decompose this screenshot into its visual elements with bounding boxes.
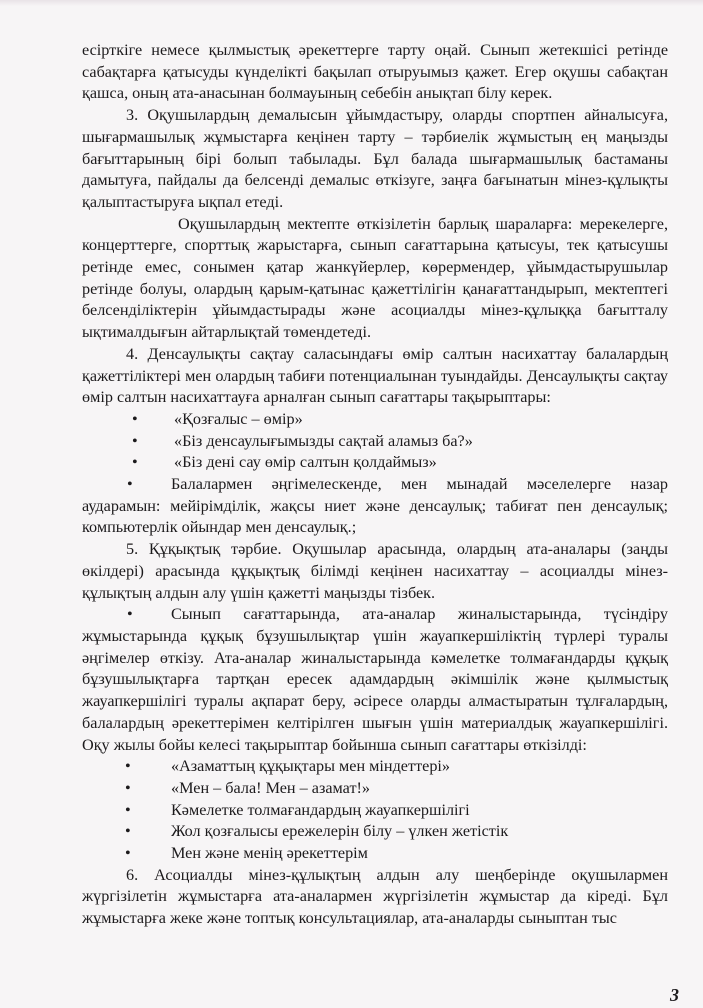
law-topic: Жол қозғалысы ережелерін білу – үлкен жетістік (171, 822, 509, 841)
paragraph-parents-work: 6. Асоциалды мінез-құлықтың алдын алу шеңберінде оқушылармен жүргізілетін жұмыстарға ата-аналармен жүргізілетін жұмыстар да кіреді. Бұл жұмыстарға жеке және топтық консультациялар, ата-аналарды сыныптан тыс (82, 865, 668, 928)
bullet-marker: • (127, 475, 133, 494)
list-item (82, 800, 668, 822)
bullet-marker: • (125, 822, 131, 841)
bullet-marker: • (132, 409, 138, 428)
bullet-marker: • (125, 844, 131, 863)
bullet-marker: • (125, 800, 131, 819)
list-item (82, 821, 668, 843)
law-topic: Кәмелетке толмағандардың жауапкершілігі (171, 800, 470, 819)
page-content (82, 40, 668, 930)
health-topic: «Қозғалыс – өмір» (174, 409, 303, 428)
bullet-marker: • (125, 757, 131, 776)
paragraph-text: Балалармен әңгімелескенде, мен мынадай мәселелерге назар аударамын: мейірімділік, жақсы ниет және денсаулық; табиғат пен денсаулық; компьютерлік ойындар мен денсаулық.; (82, 475, 668, 537)
list-item (82, 843, 668, 865)
health-topic: «Біз денсаулығымызды сақтай аламыз ба?» (174, 431, 473, 450)
paragraph-legal-education: 5. Құқықтық тәрбие. Оқушылар арасында, олардың ата-аналары (заңды өкілдері) арасында құқықтық білімді кеңінен насихаттау – асоциалды мінез-құлықтың алдын алу үшін қажетті маңызды тізбек. (82, 540, 668, 602)
list-item (82, 452, 668, 474)
list-item (82, 431, 668, 453)
page-top-edge (0, 0, 703, 6)
paragraph-text: Сынып сағаттарында, ата-аналар жиналыстарында, түсіндіру жұмыстарында құқық бұзушылықтар үшін жауапкершіліктің түрлері туралы әңгімелер өткізу. Ата-аналар жиналыстарында кәмелетке толмағандарды құқық бұзушылықтарға тартқан ересек адамдардың әкімшілік және қылмыстық жауапкершілігі туралы ақпарат беру, әсіресе оларды алмастыратын тұлғалардың, балалардың әрекеттерімен келтірілген шығын үшін материалдық жауапкершілігі. Оқу жылы бойы келесі тақырыптар бойынша сынып сағаттары өткізілді: (82, 605, 668, 754)
paragraph-conversation-topics (82, 474, 668, 539)
law-topic: «Мен – бала! Мен – азамат!» (171, 778, 371, 797)
bullet-marker: • (127, 605, 133, 624)
paragraph-school-events: Оқушылардың мектепте өткізілетін барлық шараларға: мерекелерге, концерттерге, спорттық жарыстарға, сынып сағаттарына қатысуы, тек қатысушы ретінде емес, сонымен қатар жанкүйерлер, көрермендер, ұйымдастырушылар ретінде болуы, олардың қарым-қатынас қажеттілігін қанағаттандырып, мектептегі белсенділіктерін ұйымдастырады және асоциалды мінез-құлыққа бағытталу ықтималдығын айтарлықтай төмендетеді. (82, 214, 668, 342)
list-item (82, 409, 668, 431)
paragraph-leisure: 3. Оқушылардың демалысын ұйымдастыру, оларды спортпен айналысуға, шығармашылық жұмыстарға кеңінен тарту – тәрбиелік жұмыстың ең маңызды бағыттарының бірі болып табылады. Бұл балада шығармашылық бастаманы дамытуға, пайдалы да белсенді демалыс өткізуге, заңға бағынатын мінез-құлықты қалыптастыруға ықпал етеді. (82, 106, 668, 211)
paragraph-health: 4. Денсаулықты сақтау саласындағы өмір салтын насихаттау балалардың қажеттіліктері мен олардың табиғи потенциалынан туындайды. Денсаулықты сақтау өмір салтын насихаттауға арналған сынып сағаттары тақырыптары: (82, 344, 668, 407)
paragraph-legal-activities (82, 604, 668, 756)
bullet-marker: • (132, 453, 138, 472)
list-item (82, 778, 668, 800)
bullet-marker: • (125, 778, 131, 797)
health-topic: «Біз дені сау өмір салтын қолдаймыз» (174, 453, 437, 472)
list-item (82, 756, 668, 778)
law-topic: «Азаматтың құқықтары мен міндеттері» (171, 757, 451, 776)
bullet-marker: • (132, 431, 138, 450)
page-number: 3 (670, 985, 679, 1005)
paragraph-truancy: есірткіге немесе қылмыстық әрекеттерге тарту оңай. Сынып жетекшісі ретінде сабақтарға қатысуды күнделікті бақылап отыруымыз қажет. Егер оқушы сабақтан қашса, оның ата-анасынан болмауының себебін анықтап білу керек. (82, 41, 668, 103)
law-topic: Мен және менің әрекеттерім (171, 844, 368, 863)
